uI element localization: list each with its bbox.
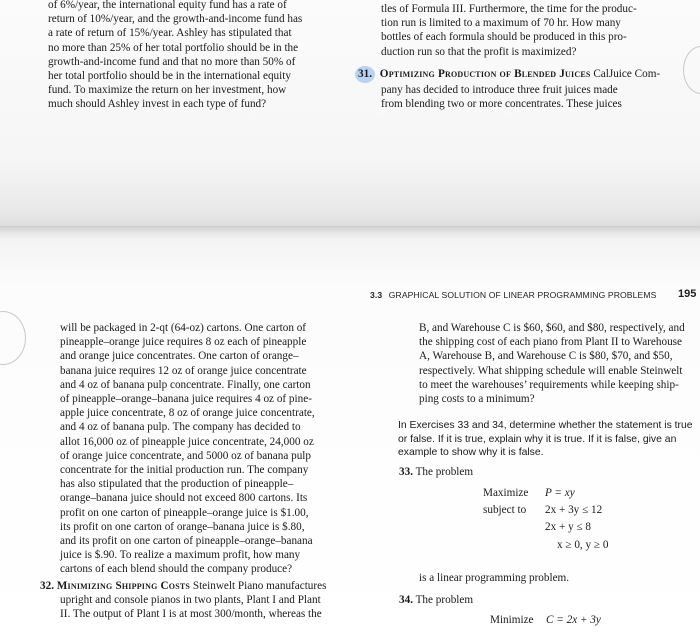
constraint: 2x + y ≤ 8 xyxy=(545,521,592,534)
objective-label: Maximize xyxy=(483,487,529,499)
text-line: no more than 25% of her total portfolio should be in the xyxy=(48,41,299,54)
text-line: much should Ashley invest in each type of fund? xyxy=(48,98,267,111)
text-line: fund. To maximize the return on her investment, how xyxy=(48,84,287,97)
text-line: of orange juice concentrate, and 5000 oz of banana pulp xyxy=(60,449,311,462)
section-number: 3.3 xyxy=(370,290,383,300)
text-line: its profit on one carton of orange–banana juice is $.80, xyxy=(60,520,305,533)
text-line: pany has decided to introduce three fruit juices made xyxy=(381,84,618,96)
problem-31-continuation xyxy=(419,321,685,406)
page-gap-shadow xyxy=(0,226,700,242)
problem-number: 32. xyxy=(40,580,54,592)
text-line: and 4 oz of banana pulp concentrate. Finally, one carton xyxy=(60,378,311,391)
page-edge-curl xyxy=(683,46,700,94)
text-line: return of 10%/year, and the growth-and-income fund has xyxy=(48,13,303,26)
text-line: of pineapple–orange–banana juice requires 4 oz of pine- xyxy=(60,393,312,406)
text-line: In Exercises 33 and 34, determine whether the statement is true xyxy=(398,420,693,431)
problem-31 xyxy=(359,66,660,111)
text-fragment: The problem xyxy=(415,594,474,606)
text-line: upright and console pianos in two plants, Plant I and Plant xyxy=(60,594,321,607)
problem-32-first-line xyxy=(40,579,326,593)
text-line: growth-and-income fund and that no more than 50% of xyxy=(48,55,296,68)
text-line: bottles of each formula should be produced in this pro- xyxy=(381,31,627,44)
text-line: II. The output of Plant I is at most 300/month, whereas the xyxy=(60,608,322,621)
problem-33-conclusion: is a linear programming problem. xyxy=(419,572,570,584)
problem-34-lp xyxy=(490,613,601,627)
section-title: GRAPHICAL SOLUTION OF LINEAR PROGRAMMING PROBLEMS xyxy=(388,290,657,300)
objective-label: Minimize xyxy=(490,614,534,626)
text-fragment: CalJuice Com- xyxy=(593,68,661,80)
problem-31-first-line xyxy=(359,66,660,83)
text-line: respectively. What shipping schedule will enable Steinwelt xyxy=(419,364,683,377)
top-right-column xyxy=(381,2,637,59)
text-line: from blending two or more concentrates. These juices xyxy=(381,98,622,111)
text-line: orange–banana juice should not exceed 800 cartons. Its xyxy=(60,492,308,505)
problem-number: 34. xyxy=(399,594,413,606)
text-line: and 4 oz of banana pulp. The company has decided to xyxy=(60,421,301,434)
text-line: example to show why it is false. xyxy=(398,447,544,459)
text-fragment: Steinwelt Piano manufactures xyxy=(192,580,327,592)
subject-to-label: subject to xyxy=(483,504,527,517)
text-line: her total portfolio should be in the international equity xyxy=(48,70,291,83)
objective-line xyxy=(483,486,608,500)
objective-function: C = 2x + 3y xyxy=(546,614,601,626)
constraint-line xyxy=(483,520,608,534)
text-line: juice is $.90. To realize a maximum profit, how many xyxy=(60,549,301,562)
problem-32 xyxy=(40,579,326,622)
text-line: will be packaged in 2-qt (64-oz) cartons. One carton of xyxy=(60,322,307,334)
top-page xyxy=(0,0,700,228)
text-line: tion run is limited to a maximum of 70 hr. How many xyxy=(381,17,621,30)
running-head xyxy=(370,290,656,300)
objective-function: P = xy xyxy=(545,487,575,499)
text-line: the shipping cost of each piano from Plant II to Warehouse xyxy=(419,336,682,349)
text-line: profit on one carton of pineapple–orange juice is $1.00, xyxy=(60,506,309,519)
problem-33-lp xyxy=(483,486,608,552)
text-line: a rate of return of 15%/year. Ashley has stipulated that xyxy=(48,27,292,40)
exercise-instructions xyxy=(398,419,693,460)
text-line: concentrate for the initial production run. The company xyxy=(60,464,309,477)
text-line: ping costs to a minimum? xyxy=(419,393,535,406)
problem-33-intro xyxy=(399,465,473,479)
constraint: x ≥ 0, y ≥ 0 xyxy=(557,538,609,551)
top-left-column xyxy=(48,0,302,112)
text-line: or false. If it is true, explain why it is true. If it is false, give an xyxy=(398,433,677,445)
text-fragment: The problem xyxy=(415,466,474,478)
text-line: tles of Formula III. Furthermore, the time for the produc- xyxy=(381,3,637,15)
text-line: cartons of each blend should the company produce? xyxy=(60,563,293,576)
text-line: and its profit on one carton of pineapple–orange–banana xyxy=(60,535,313,548)
problem-number-highlight: 31. xyxy=(355,66,375,83)
text-line: pineapple–orange juice requires 8 oz each of pineapple xyxy=(60,336,307,349)
bottom-left-column xyxy=(60,321,315,577)
problem-34-intro xyxy=(399,593,473,607)
page-number: 195 xyxy=(678,288,697,300)
problem-32-title: Minimizing Shipping Costs xyxy=(56,580,191,592)
problem-number: 33. xyxy=(399,466,413,478)
text-line: allot 16,000 oz of pineapple juice concentrate, 24,000 oz xyxy=(60,435,314,448)
text-line: A, Warehouse B, and Warehouse C is $80, $70, and $50, xyxy=(419,350,673,363)
text-line: and orange juice concentrates. One carton of orange– xyxy=(60,350,299,363)
bottom-page xyxy=(0,241,700,637)
text-line: duction run so that the profit is maximized? xyxy=(381,45,577,58)
problem-31-title: Optimizing Production of Blended Juices xyxy=(379,68,591,80)
constraint-line xyxy=(483,538,608,552)
text-line: B, and Warehouse C is $60, $60, and $80, respectively, and xyxy=(419,322,685,334)
text-line: to meet the warehouses’ requirements while keeping ship- xyxy=(419,378,679,391)
page-edge-curl xyxy=(0,311,26,365)
text-line: banana juice requires 12 oz of orange juice concentrate xyxy=(60,364,307,377)
text-line: apple juice concentrate, 8 oz of orange juice concentrate, xyxy=(60,407,315,420)
constraint-line xyxy=(483,503,608,517)
constraint: 2x + 3y ≤ 12 xyxy=(545,504,603,517)
text-line: has also stipulated that the production of pineapple– xyxy=(60,478,294,491)
text-line: of 6%/year, the international equity fund has a rate of xyxy=(48,0,287,11)
